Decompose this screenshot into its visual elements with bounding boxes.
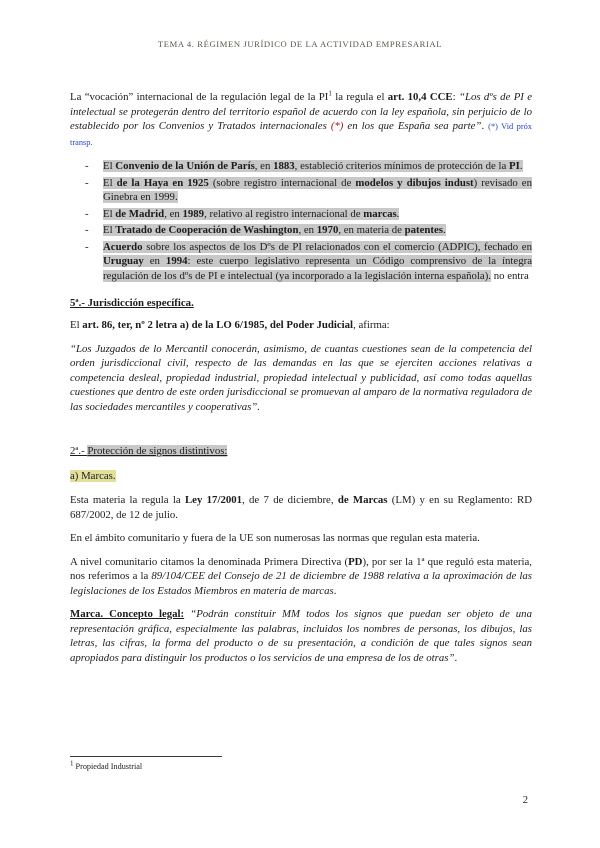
- text-run: art. 10,4 CCE: [387, 91, 453, 103]
- text-run: marcas: [363, 207, 397, 220]
- text-run: Protección de signos distintivos:: [87, 445, 228, 457]
- page-content: [70, 90, 532, 674]
- treaty-bullet-list: [70, 159, 532, 283]
- text-run: Acuerdo: [103, 240, 143, 253]
- footnote-text: [70, 761, 532, 772]
- text-run: A nivel comunitario citamos la denominada Primera Directiva (: [70, 555, 349, 568]
- text-run: art. 86, ter, nº 2 letra a) de la LO 6/1985, del Poder Judicial: [82, 319, 354, 331]
- text-run: El: [103, 160, 116, 172]
- bullet-dash: -: [85, 240, 89, 253]
- bullet-dash: -: [85, 224, 89, 236]
- bullet-dash: -: [85, 176, 89, 189]
- text-run: sobre los aspectos de los Dºs de PI relacionados con el comercio (ADPIC), fechado en: [142, 240, 532, 253]
- text-run: .: [333, 584, 337, 597]
- bullet-text: [103, 176, 532, 205]
- text-run: patentes: [404, 224, 443, 236]
- bullet-item-madrid: [70, 207, 532, 222]
- text-run: El: [103, 207, 116, 220]
- marca-concept-paragraph: [70, 607, 532, 665]
- text-run: PI: [509, 160, 520, 172]
- bullet-item-adpic: [70, 240, 532, 284]
- text-run: Uruguay: [103, 255, 144, 267]
- intro-paragraph: [70, 90, 532, 150]
- text-run: La “vocación” internacional de la regulación legal de la PI: [70, 91, 329, 103]
- text-run: , en materia de: [338, 224, 405, 236]
- text-run: en: [143, 255, 166, 267]
- text-run: El: [103, 224, 116, 236]
- text-run: Marca. Concepto legal:: [70, 608, 185, 620]
- text-run: (LM) y en su Reglamento: RD 687/2002, de 12 de julio.: [70, 494, 532, 521]
- text-run: .: [443, 224, 446, 236]
- text-run: “Los dºs de PI e intelectual se protegerán dentro del territorio español de acuerdo con la ley española, sin perjuicio de lo establecido por los Convenios y Tratados internacionales: [70, 91, 533, 132]
- text-run: Convenio de la Unión de París: [115, 160, 255, 172]
- text-run: .: [454, 651, 458, 664]
- text-run: de la Haya en 1925: [116, 176, 209, 189]
- text-run: , en: [298, 224, 317, 236]
- text-run: 1: [328, 89, 332, 98]
- text-run: 1: [70, 759, 74, 768]
- section5-lead: [70, 318, 532, 333]
- section5-quote: “Los Juzgados de lo Mercantil conocerán, asimismo, de cuantas cuestiones sean de la competencia del orden jurisdiccional civil, respecto de las demandas en las que se ejerciten acciones relativas a competencia desleal, propiedad industrial, propiedad intelectual y publicidad, así como todas aquellas cuestiones que dentro de este orden jurisdiccional se promuevan al amparo de la normativa reguladora de las sociedades mercantiles y cooperativas”.: [70, 342, 532, 413]
- text-run: “Podrán constituir MM todos los signos que puedan ser objeto de una representación gráfica, especialmente las palabras, incluidos los nombres de personas, los dibujos, las letras, las cifras, la forma del producto o de su presentación, a condición de que tales signos sean apropiados para distinguir los productos o los servicios de una empresa de los de otras”: [70, 608, 532, 664]
- marcas-law-paragraph: [70, 493, 532, 522]
- text-run: Tratado de Cooperación de Washington: [115, 224, 299, 236]
- text-run: , afirma:: [353, 319, 390, 331]
- text-run: la regula el: [331, 91, 388, 103]
- text-run: .: [519, 160, 523, 172]
- text-run: .: [396, 207, 400, 220]
- text-run: , en: [254, 160, 274, 172]
- text-run: modelos y dibujos indust: [355, 176, 474, 189]
- text-run: (*): [330, 120, 344, 132]
- text-run: .: [481, 120, 489, 132]
- bullet-text: [103, 207, 532, 222]
- text-run: no entra: [491, 269, 529, 282]
- text-run: Propiedad Industrial: [73, 762, 143, 771]
- text-run: Ley 17/2001: [184, 494, 243, 506]
- text-run: 1989: [182, 207, 205, 220]
- bullet-item-washington: [70, 223, 532, 238]
- text-run: 89/104/CEE del Consejo de 21 de diciembre de 1988 relativa a la aproximación de las legislaciones de los Estados Miembros en materia de marcas: [70, 570, 533, 597]
- marcas-subheading: [70, 469, 532, 484]
- text-run: ), por ser la 1ª que reguló esta materia, nos referimos a la: [70, 555, 532, 582]
- community-scope-paragraph: En el ámbito comunitario y fuera de la UE son numerosas las normas que regulan esta materia.: [70, 532, 480, 544]
- first-directive-paragraph: [70, 555, 532, 599]
- bullet-dash: -: [85, 207, 89, 220]
- text-run: 1994: [165, 255, 188, 267]
- text-run: de Marcas: [337, 494, 388, 506]
- text-run: , de 7 de diciembre,: [242, 494, 338, 506]
- page-header-title: TEMA 4. RÉGIMEN JURÍDICO DE LA ACTIVIDAD EMPRESARIAL: [157, 39, 443, 49]
- bullet-text: [103, 223, 532, 238]
- bullet-text: [103, 240, 532, 284]
- text-run: El: [103, 176, 117, 189]
- text-run: (sobre registro internacional de: [208, 176, 356, 189]
- footnote-divider: [70, 756, 222, 757]
- section5-heading: 5ª.- Jurisdicción específica.: [70, 297, 194, 309]
- bullet-item-haya: [70, 176, 532, 205]
- text-run: : este cuerpo legislativo representa un Código comprensivo de la íntegra regulación de los dºs de PI e intelectual (ya incorporado a la legislación interna española).: [103, 255, 532, 282]
- text-run: 1970: [316, 224, 339, 236]
- text-run: , en: [164, 207, 183, 220]
- text-run: 1883: [273, 160, 295, 172]
- text-run: El: [70, 319, 83, 331]
- text-run: (*) Vid próx transp.: [70, 122, 532, 147]
- bullet-dash: -: [85, 160, 89, 172]
- text-run: en los que España sea parte”: [343, 120, 482, 132]
- text-run: PD: [348, 555, 363, 568]
- text-run: :: [452, 91, 459, 103]
- section2-heading: [70, 444, 532, 459]
- text-run: , relativo al registro internacional de: [204, 207, 364, 220]
- text-run: de Madrid: [115, 207, 165, 220]
- text-run: ) revisado en Ginebra en 1999.: [103, 176, 533, 203]
- text-run: a) Marcas.: [70, 469, 116, 482]
- text-run: , estableció criterios mínimos de protección de la: [294, 160, 510, 172]
- bullet-item-paris: [70, 159, 532, 174]
- text-run: Esta materia la regula la: [70, 494, 185, 506]
- bullet-text: [103, 159, 532, 174]
- text-run: 2ª.-: [70, 445, 88, 457]
- page-number: 2: [522, 795, 528, 806]
- footnote-area: [70, 756, 532, 772]
